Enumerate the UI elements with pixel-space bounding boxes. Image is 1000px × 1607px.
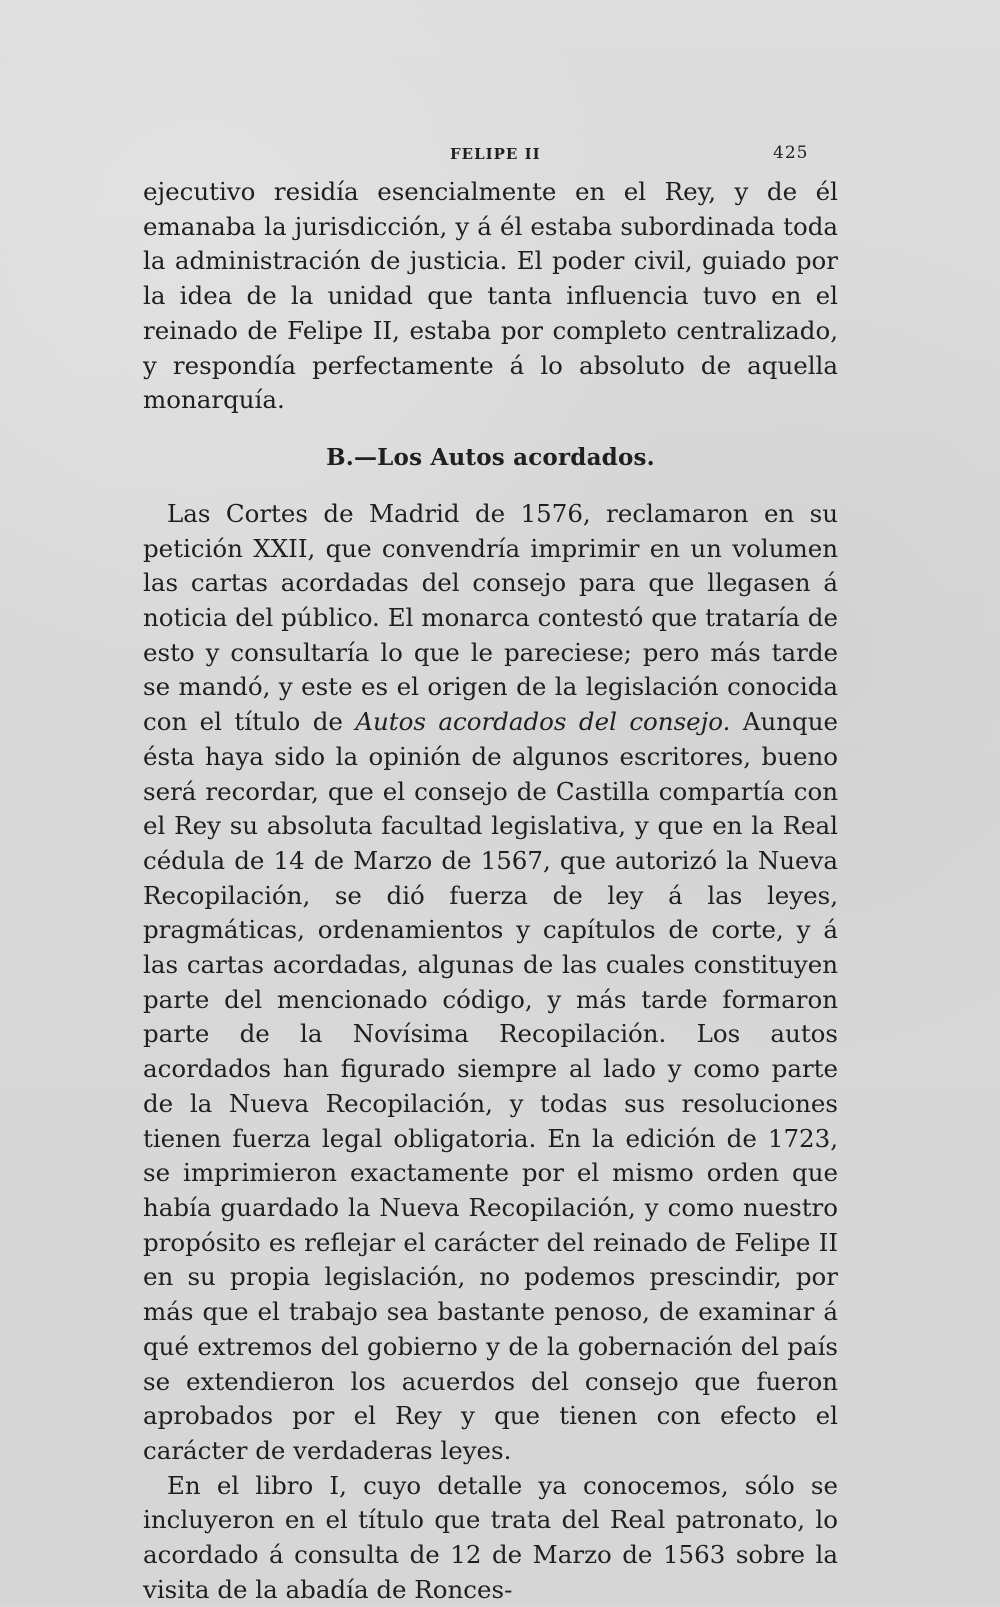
section-heading: B.—Los Autos acordados. — [326, 443, 655, 471]
running-head: FELIPE II — [450, 145, 541, 163]
page-number: 425 — [773, 143, 809, 163]
paragraph-2 — [143, 497, 838, 1469]
page-header — [0, 145, 1000, 169]
paragraph-3: En el libro I, cuyo detalle ya conocemos, sólo se incluyeron en el título que trata del Real patronato, lo acordado á consulta de 12 de Marzo de 1563 sobre la visita de la abadía de Ronces- — [143, 1470, 838, 1604]
paragraph-2-text-before: Las Cortes de Madrid de 1576, reclamaron en su petición XXII, que convendría imprimir en un volumen las cartas acordadas del consejo para que llegasen á noticia del público. El monarca contestó que trataría de esto y consultaría lo que le pareciese; pero más tarde se mandó, y este es el origen de la legislación conocida con el título de — [143, 498, 838, 737]
main-text — [143, 175, 838, 1607]
italic-title: Autos acordados del consejo. — [355, 707, 731, 737]
paragraph-1: ejecutivo residía esencialmente en el Rey, y de él emanaba la jurisdicción, y á él estaba subordinada toda la administración de justicia. El poder civil, guiado por la idea de la unidad que tanta influencia tuvo en el reinado de Felipe II, estaba por completo centralizado, y respondía perfectamente á lo absoluto de aquella monarquía. — [143, 177, 838, 415]
paragraph-2-text-after: Aunque ésta haya sido la opinión de algunos escritores, bueno será recordar, que el consejo de Castilla compartía con el Rey su absoluta facultad legislativa, y que en la Real cédula de 14 de Marzo de 1567, que autorizó la Nueva Recopilación, se dió fuerza de ley á las leyes, pragmáticas, ordenamientos y capítulos de corte, y á las cartas acordadas, algunas de las cuales constituyen parte del mencionado código, y más tarde formaron parte de la Novísima Recopilación. Los autos acordados han figurado siempre al lado y como parte de la Nueva Recopilación, y todas sus resoluciones tienen fuerza legal obligatoria. En la edición de 1723, se imprimieron exactamente por el mismo orden que había guardado la Nueva Recopilación, y como nuestro propósito es reflejar el carácter del reinado de Felipe II en su propia legislación, no podemos prescindir, por más que el trabajo sea bastante penoso, de examinar á qué extremos del gobierno y de la gobernación del país se extendieron los acuerdos del consejo que fueron aprobados por el Rey y que tienen con efecto el carácter de verdaderas leyes. — [143, 707, 838, 1465]
